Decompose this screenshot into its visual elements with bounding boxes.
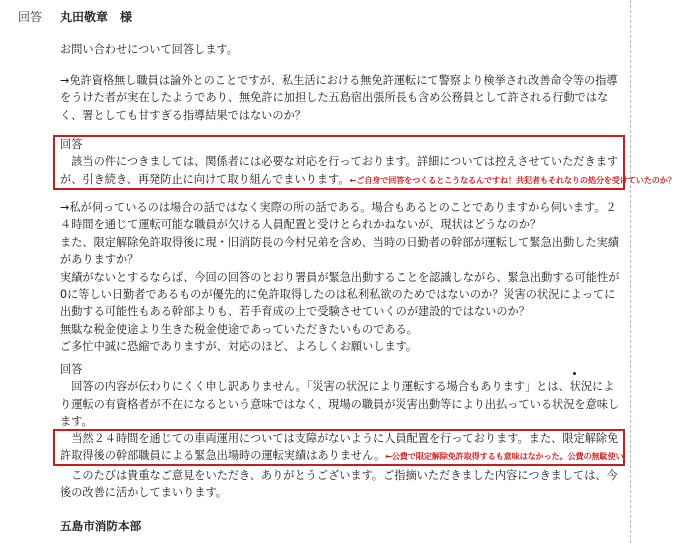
question-2-line: がありますか？ — [60, 253, 139, 267]
question-2-line: 実績がないとするならば、今回の回答のとおり署員が緊急出動することを認識しながら、緊急出動する可能性が — [60, 270, 620, 284]
intro-line: お問い合わせについて回答します。 — [60, 43, 238, 56]
closing-line: このたびは貴重なご意見をいただき、ありがとうございます。ご指摘いただきました内容につきましては、今 — [60, 469, 618, 482]
question-2-line: 無駄な税金使途より生きた税金使途であっていただきたいものである。 — [60, 322, 418, 336]
answer-1-line: 該当の件につきましては、関係者には必要な対応を行っております。詳細については控えさせていただきます — [60, 155, 619, 169]
answer-1-line — [60, 171, 676, 189]
scan-edge-divider — [630, 0, 631, 543]
answer-2-boxed-text: 許取得後の幹部職員による緊急出場時の運転実績はありません。 — [60, 449, 386, 463]
question-2-line: また、限定解除免許取得後に現・旧消防長の今村兄弟を含め、当時の日勤者の幹部が運転して緊急出動した実績 — [60, 235, 619, 249]
answer-2-line: ます。 — [60, 415, 93, 429]
question-1 — [60, 72, 626, 124]
closing-paragraph — [60, 467, 626, 502]
answer-tab-label: 回答 — [18, 10, 43, 24]
question-2-line: 0に等しい日勤者であるものが優先的に免許取得したのは私利私欲のためではないのか？災害の状況によってに — [60, 288, 616, 302]
answer-2 — [60, 361, 626, 431]
answer-2-line: り運転の有資格者が不在になるという意味ではなく、現場の職員が災害出動等により出払っている状況を意味し — [60, 397, 620, 411]
red-annotation-1: ←ご自身で回答をつくるとこうなるんですね！共犯者もそれなりの処分を受けていたのか？ — [349, 174, 676, 185]
sender-signature: 五島市消防本部 — [60, 519, 142, 533]
answer-2-boxed-line: 当然２４時間を通じての車両運用については支障がないように人員配置を行っております。また、限定解除免 — [60, 432, 619, 445]
answer-1-text: が、引き続き、再発防止に向けて取り組んでまいります。 — [60, 172, 350, 186]
recipient-name: 丸田敬章 様 — [60, 10, 133, 24]
answer-2-heading: 回答 — [60, 363, 83, 376]
answer-2-boxed — [60, 430, 626, 466]
red-annotation-2: ←公費で限定解除免許取得するも意味はなかった。公費の無駄使い — [385, 451, 624, 462]
answer-2-line: 回答の内容が伝わりにくく申し訳ありません。「災害の状況により運転する場合もあります」とは、状況によ — [60, 380, 615, 394]
question-2-line: ４時間を通じて運転可能な職員が欠ける人員配置と受けとられかねないが、現状はどうなのか？ — [60, 218, 542, 232]
answer-1-heading: 回答 — [60, 138, 83, 151]
intro-paragraph — [60, 41, 626, 58]
question-1-line: →免許資格無し職員は論外とのことですが、私生活における無免許運転にて警察より検挙され改善命令等の指導 — [60, 74, 618, 87]
answer-2-boxed-line — [60, 447, 626, 465]
question-2-line: ご多忙中誠に恐縮でありますが、対応のほど、よろしくお願いします。 — [60, 340, 418, 354]
answer-1 — [60, 136, 676, 189]
question-2-line: →私が伺っているのは場合の話ではなく実際の所の話である。場合もあるとのことでありますから伺います。２ — [60, 201, 617, 214]
question-2-line: 出動する可能性もある幹部よりも、若手育成の上で受験させていくのが建設的ではないのか？ — [60, 305, 530, 319]
question-1-line: く、署としても甘すぎる指導結果ではないのか？ — [60, 108, 306, 122]
question-2 — [60, 199, 626, 356]
closing-line: 後の改善に活かしてまいります。 — [60, 486, 227, 500]
question-1-line: をうけた者が実在したようであり、無免許に加担した五島宿出張所長も含め公務員として許される行動ではな — [60, 91, 609, 105]
